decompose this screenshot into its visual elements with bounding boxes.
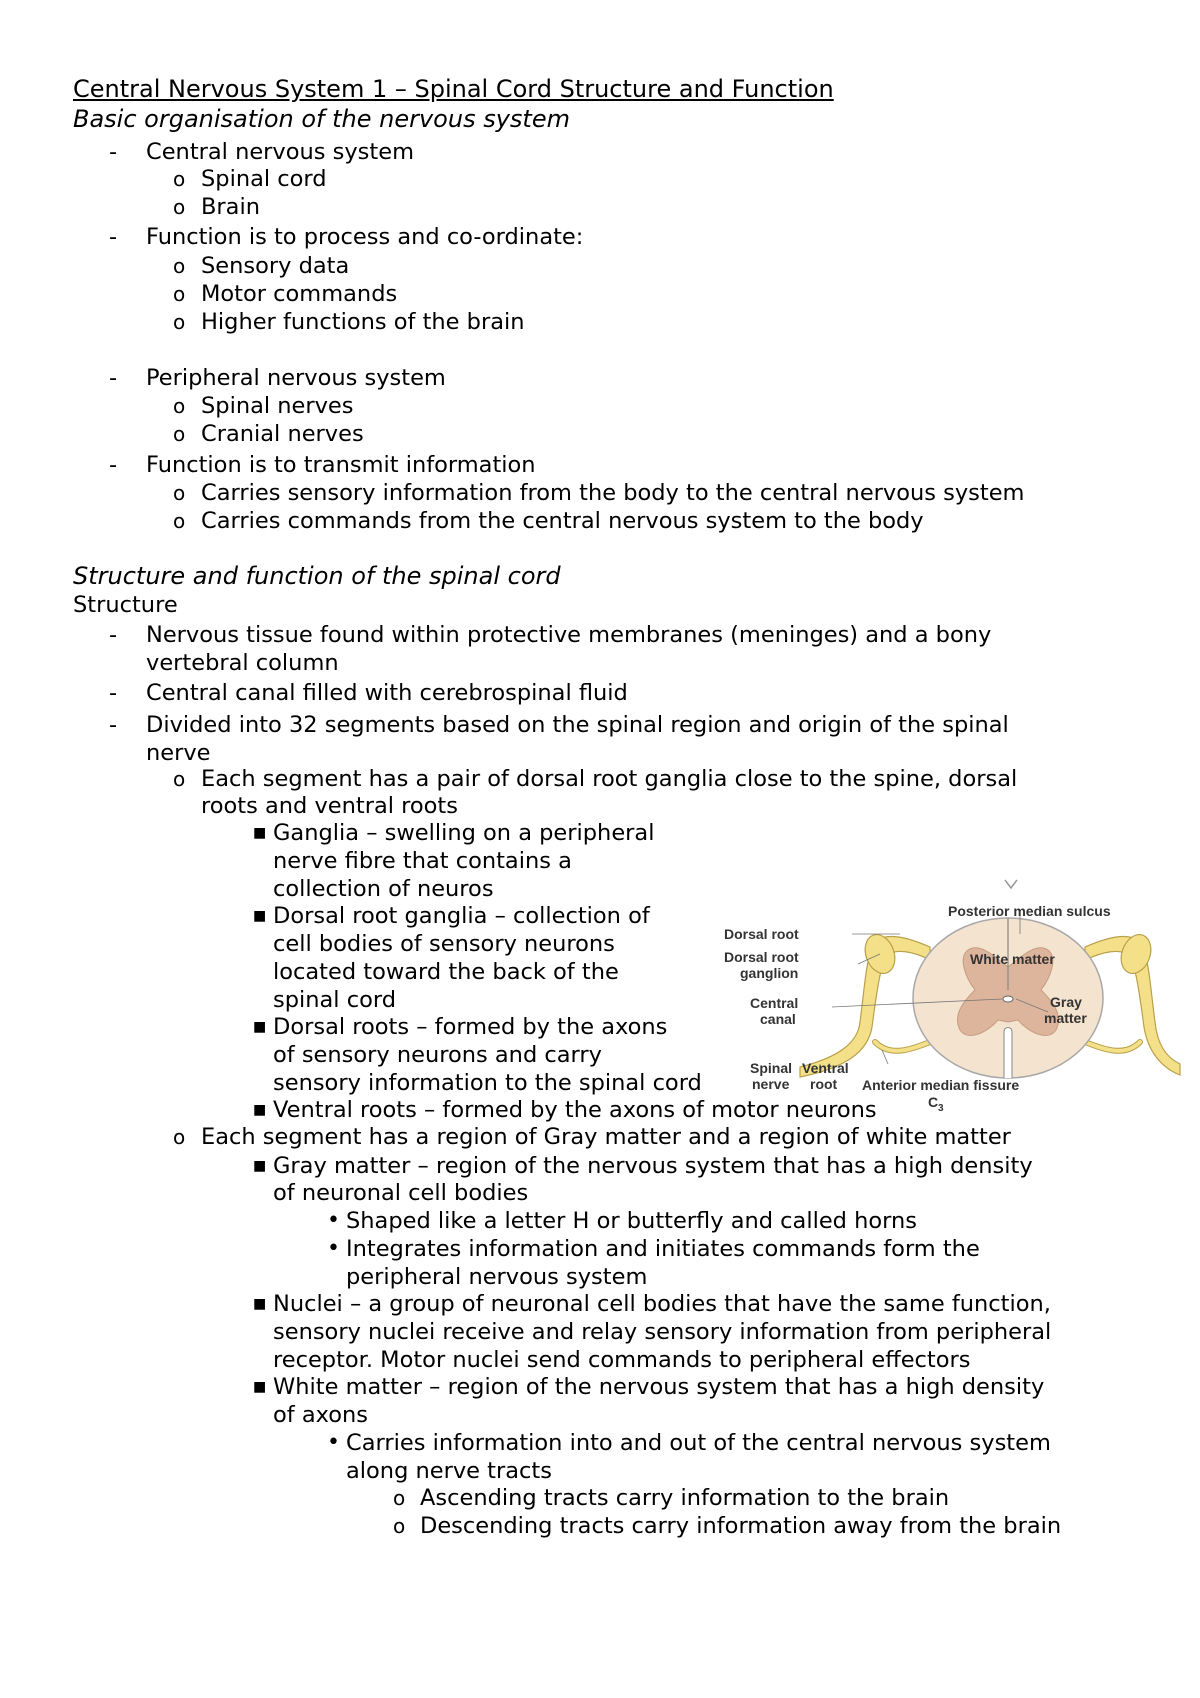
list-item: Shaped like a letter H or butterfly and called horns — [346, 1208, 917, 1234]
list-item: peripheral nervous system — [346, 1264, 648, 1290]
spinal-cord-diagram — [724, 872, 1180, 1132]
list-item: vertebral column — [146, 650, 339, 676]
list-item: Carries commands from the central nervous system to the body — [201, 508, 924, 534]
dash-marker: - — [109, 712, 118, 738]
label-dorsal-root-ganglion-2: ganglion — [740, 965, 799, 981]
circle-marker: o — [393, 1486, 406, 1510]
list-item: Dorsal root ganglia – collection of — [273, 903, 650, 929]
list-item: nerve — [146, 740, 211, 766]
label-posterior-median-sulcus: Posterior median sulcus — [948, 903, 1111, 919]
list-item: Higher functions of the brain — [201, 309, 525, 335]
list-item: along nerve tracts — [346, 1458, 552, 1484]
label-anterior-median-fissure: Anterior median fissure — [862, 1077, 1020, 1093]
list-item: sensory information to the spinal cord — [273, 1070, 702, 1096]
square-marker: ■ — [253, 1379, 267, 1395]
dash-marker: - — [109, 680, 118, 706]
label-dorsal-root: Dorsal root — [724, 926, 799, 942]
list-item: Gray matter – region of the nervous system that has a high density — [273, 1153, 1033, 1179]
list-item: receptor. Motor nuclei send commands to peripheral effectors — [273, 1347, 971, 1373]
label-spinal-nerve-2: nerve — [752, 1076, 790, 1092]
list-item: of axons — [273, 1402, 368, 1428]
label-segment-c: C — [928, 1094, 939, 1110]
square-marker: ■ — [253, 1102, 267, 1118]
list-item: located toward the back of the — [273, 959, 619, 985]
list-item: Integrates information and initiates commands form the — [346, 1236, 980, 1262]
circle-marker: o — [173, 310, 186, 334]
list-item: Ganglia – swelling on a peripheral — [273, 820, 655, 846]
list-item: Dorsal roots – formed by the axons — [273, 1014, 668, 1040]
list-item: White matter – region of the nervous system that has a high density — [273, 1374, 1045, 1400]
dash-marker: - — [109, 452, 118, 478]
label-gray-matter-2: matter — [1044, 1010, 1087, 1026]
circle-marker: o — [173, 422, 186, 446]
list-item: Spinal cord — [201, 166, 327, 192]
label-white-matter: White matter — [970, 951, 1055, 967]
list-item: Nuclei – a group of neuronal cell bodies that have the same function, — [273, 1291, 1051, 1317]
circle-marker: o — [173, 167, 186, 191]
list-item: nerve fibre that contains a — [273, 848, 572, 874]
central-canal — [1003, 996, 1013, 1002]
label-central-canal-2: canal — [760, 1011, 796, 1027]
label-segment-sub: 3 — [938, 1103, 944, 1114]
dot-marker: • — [327, 1430, 340, 1455]
circle-marker: o — [173, 394, 186, 418]
label-spinal-nerve-1: Spinal — [750, 1060, 793, 1076]
dot-marker: • — [327, 1208, 340, 1233]
square-marker: ■ — [253, 825, 267, 841]
list-item: Brain — [201, 194, 260, 220]
dash-marker: - — [109, 139, 118, 165]
list-item: Spinal nerves — [201, 393, 354, 419]
square-marker: ■ — [253, 1019, 267, 1035]
list-item: Carries information into and out of the central nervous system — [346, 1430, 1051, 1456]
circle-marker: o — [173, 481, 186, 505]
section-heading-basic: Basic organisation of the nervous system — [73, 105, 570, 133]
dash-marker: - — [109, 224, 118, 250]
list-item: Peripheral nervous system — [146, 365, 446, 391]
square-marker: ■ — [253, 908, 267, 924]
list-item: of neuronal cell bodies — [273, 1180, 529, 1206]
list-item: Function is to process and co-ordinate: — [146, 224, 584, 250]
list-item: Central canal filled with cerebrospinal fluid — [146, 680, 628, 706]
list-item: spinal cord — [273, 987, 396, 1013]
top-arrow-icon — [1005, 880, 1017, 888]
list-item: Ventral roots – formed by the axons of motor neurons — [273, 1097, 877, 1123]
circle-marker: o — [173, 1125, 186, 1149]
list-item: Ascending tracts carry information to the brain — [420, 1485, 950, 1511]
list-item: Nervous tissue found within protective membranes (meninges) and a bony — [146, 622, 992, 648]
dash-marker: - — [109, 622, 118, 648]
left-nerve-roots — [800, 930, 930, 1077]
circle-marker: o — [173, 767, 186, 791]
list-item: of sensory neurons and carry — [273, 1042, 602, 1068]
subheading: Structure — [73, 592, 178, 618]
label-ventral-root-2: root — [810, 1076, 838, 1092]
list-item: Function is to transmit information — [146, 452, 536, 478]
list-item: sensory nuclei receive and relay sensory information from peripheral — [273, 1319, 1052, 1345]
list-item: Sensory data — [201, 253, 350, 279]
label-dorsal-root-ganglion-1: Dorsal root — [724, 949, 799, 965]
circle-marker: o — [173, 282, 186, 306]
section-heading-structure: Structure and function of the spinal cord — [73, 562, 561, 590]
dash-marker: - — [109, 365, 118, 391]
list-item: Cranial nerves — [201, 421, 364, 447]
list-item: Carries sensory information from the body to the central nervous system — [201, 480, 1025, 506]
circle-marker: o — [393, 1514, 406, 1538]
list-item: Central nervous system — [146, 139, 414, 165]
list-item: cell bodies of sensory neurons — [273, 931, 615, 957]
anterior-median-fissure — [1004, 1028, 1012, 1079]
list-item: roots and ventral roots — [201, 793, 458, 819]
circle-marker: o — [173, 195, 186, 219]
list-item: Motor commands — [201, 281, 398, 307]
list-item: collection of neuros — [273, 876, 494, 902]
square-marker: ■ — [253, 1158, 267, 1174]
square-marker: ■ — [253, 1296, 267, 1312]
page-title: Central Nervous System 1 – Spinal Cord Structure and Function — [73, 75, 834, 103]
list-item: Each segment has a region of Gray matter and a region of white matter — [201, 1124, 1011, 1150]
list-item: Each segment has a pair of dorsal root ganglia close to the spine, dorsal — [201, 766, 1018, 792]
dot-marker: • — [327, 1236, 340, 1261]
circle-marker: o — [173, 509, 186, 533]
circle-marker: o — [173, 254, 186, 278]
list-item: Descending tracts carry information away from the brain — [420, 1513, 1062, 1539]
label-ventral-root-1: Ventral — [802, 1060, 849, 1076]
list-item: Divided into 32 segments based on the spinal region and origin of the spinal — [146, 712, 1009, 738]
label-gray-matter-1: Gray — [1050, 994, 1082, 1010]
label-central-canal-1: Central — [750, 995, 799, 1011]
